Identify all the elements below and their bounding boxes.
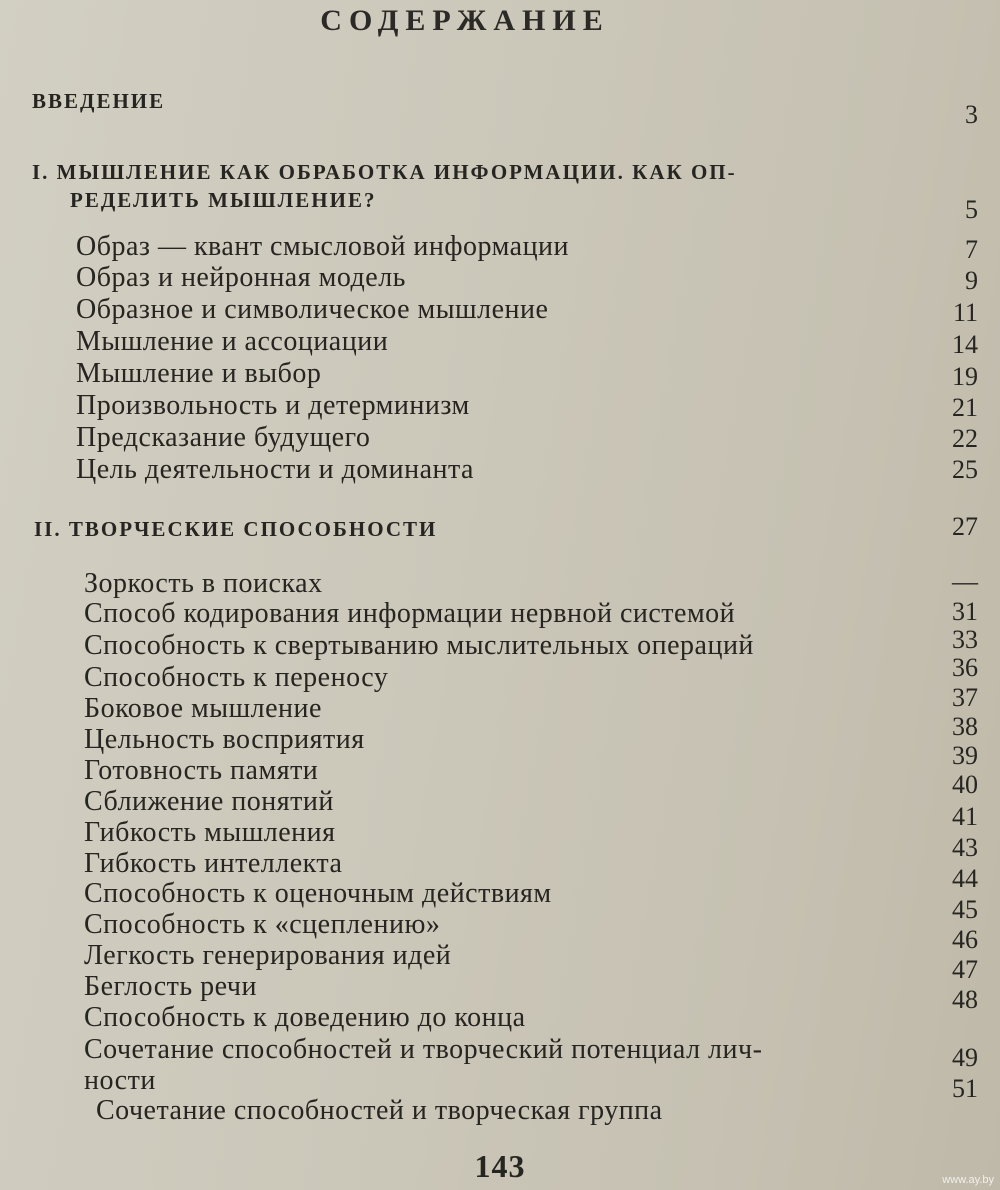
toc-item: Гибкость интеллекта <box>84 848 343 879</box>
toc-item-page: 40 <box>952 770 978 799</box>
toc-item: Боковое мышление <box>84 693 322 724</box>
toc-item-page: 21 <box>952 393 978 422</box>
toc-item-page: 48 <box>952 985 978 1014</box>
toc-item: Готовность памяти <box>84 755 319 786</box>
toc-item: Способность к свертыванию мыслительных операций <box>84 630 754 661</box>
chapter-1-heading-line-2: РЕДЕЛИТЬ МЫШЛЕНИЕ? <box>70 188 377 212</box>
toc-item-page: 47 <box>952 955 978 984</box>
toc-item: Зоркость в поисках <box>84 568 323 599</box>
page-number: 143 <box>474 1148 526 1184</box>
toc-item-page: 33 <box>952 625 978 654</box>
chapter-2-heading: II. ТВОРЧЕСКИЕ СПОСОБНОСТИ <box>34 517 438 541</box>
toc-item: Беглость речи <box>84 971 257 1002</box>
toc-item-page: 38 <box>952 712 978 741</box>
toc-item: Цельность восприятия <box>84 724 365 755</box>
toc-item: Мышление и ассоциации <box>76 326 389 357</box>
toc-item-page: 7 <box>965 235 978 264</box>
chapter-1-heading-line-1: I. МЫШЛЕНИЕ КАК ОБРАБОТКА ИНФОРМАЦИИ. КАК ОП- <box>32 160 737 184</box>
toc-item-page: 14 <box>952 330 978 359</box>
toc-intro-page: 3 <box>965 100 978 129</box>
toc-item: ности <box>84 1065 156 1096</box>
toc-item-page: 9 <box>965 266 978 295</box>
toc-item-page: 43 <box>952 833 978 862</box>
toc-item: Способ кодирования информации нервной системой <box>84 598 736 629</box>
toc-item-page: 45 <box>952 895 978 924</box>
toc-intro-label: ВВЕДЕНИЕ <box>32 89 166 113</box>
toc-item: Сближение понятий <box>84 786 334 817</box>
toc-item: Предсказание будущего <box>76 422 371 453</box>
toc-item: Цель деятельности и доминанта <box>76 454 474 485</box>
toc-item: Легкость генерирования идей <box>84 940 452 971</box>
toc-item: Способность к оценочным действиям <box>84 878 552 909</box>
chapter-2-page: 27 <box>952 512 978 541</box>
toc-item: Мышление и выбор <box>76 358 322 389</box>
toc-item-page: 39 <box>952 741 978 770</box>
toc-item-page: 11 <box>952 298 978 327</box>
toc-item-page: 49 <box>952 1043 978 1072</box>
toc-item: Способность к переносу <box>84 662 389 693</box>
toc-item-page: 25 <box>952 455 978 484</box>
toc-item: Способность к доведению до конца <box>84 1002 526 1033</box>
toc-item: Образное и символическое мышление <box>76 294 549 325</box>
toc-item-page: 19 <box>952 362 978 391</box>
toc-item-page: — <box>952 567 978 596</box>
toc-item-page: 36 <box>952 653 978 682</box>
toc-item-page: 22 <box>952 424 978 453</box>
toc-item-page: 37 <box>952 683 978 712</box>
page-title: СОДЕРЖАНИЕ <box>320 4 610 37</box>
toc-item: Образ и нейронная модель <box>76 262 406 293</box>
toc-item: Сочетание способностей и творческая группа <box>96 1095 663 1126</box>
toc-item: Образ — квант смысловой информации <box>76 231 570 262</box>
toc-item: Сочетание способностей и творческий потенциал лич- <box>84 1034 763 1065</box>
toc-item-page: 44 <box>952 864 978 893</box>
toc-item: Произвольность и детерминизм <box>76 390 470 421</box>
toc-item-page: 31 <box>952 597 978 626</box>
toc-item-page: 46 <box>952 925 978 954</box>
toc-item: Гибкость мышления <box>84 817 336 848</box>
toc-item: Способность к «сцеплению» <box>84 909 441 940</box>
chapter-1-page: 5 <box>965 195 978 224</box>
toc-item-page: 41 <box>952 802 978 831</box>
toc-item-page: 51 <box>952 1074 978 1103</box>
watermark: www.ay.by <box>942 1174 994 1186</box>
